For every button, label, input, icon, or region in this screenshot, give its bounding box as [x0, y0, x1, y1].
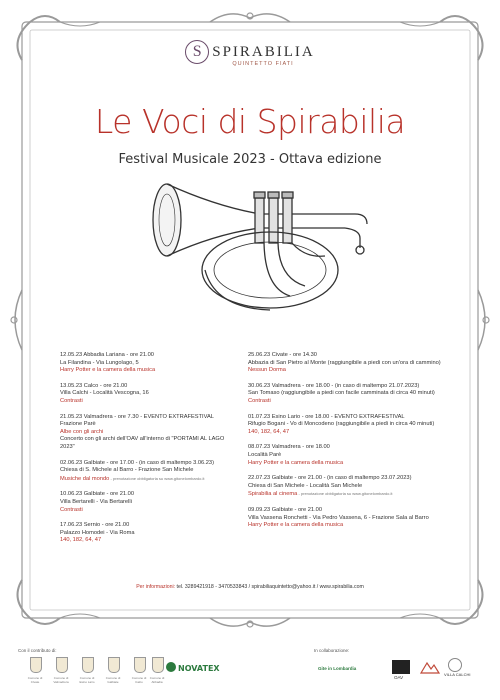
contact-text: tel. 3289421918 - 3470533843 / spirabiliaquintetto@yahoo.it / www.spirabilia.com: [175, 584, 364, 590]
crest-label: Comune di Esino Lario: [79, 676, 95, 684]
event-header: 30.06.23 Valmadrera - ore 18.00 - (in caso di maltempo 21.07.2023): [248, 382, 420, 389]
crest-label: Comune di Valmadrera: [53, 676, 69, 684]
event-item: [60, 414, 238, 452]
event-place: Abbazia di San Pietro al Monte (raggiungibile a piedi con un'ora di cammino): [248, 359, 441, 366]
event-program: Contrasti: [60, 397, 83, 404]
event-program: Contrasti: [248, 397, 271, 404]
event-item: [248, 383, 448, 406]
crest-label: Comune di Galbiate: [105, 676, 121, 684]
collaborazione-label: In collaborazione:: [314, 648, 350, 653]
contributo-label: Con il contributo di:: [18, 648, 57, 653]
contact-label: Per informazioni:: [136, 584, 176, 590]
event-item: [60, 352, 238, 375]
event-place: Villa Calchi - Località Vescogna, 16: [60, 390, 149, 397]
event-item: [60, 522, 238, 545]
event-header: 25.06.23 Civate - ore 14.30: [248, 352, 317, 358]
event-header: 12.05.23 Abbadia Lariana - ore 21.00: [60, 352, 154, 358]
event-program: 140, 182, 64, 47: [60, 537, 102, 544]
event-program: Musiche dal mondo: [60, 475, 110, 482]
event-extra: Concerto con gli archi dell'OAV all'interno di "PORTAMI AL LAGO 2023": [60, 436, 225, 450]
event-item: [60, 460, 238, 484]
novatex-logo: NOVATEX: [178, 664, 220, 673]
sponsor-gite-lombardia: Gite in Lombardia: [318, 666, 357, 671]
event-program: Albe con gli archi: [60, 428, 104, 435]
event-place: Chiesa di San Michele - Località San Michele: [248, 482, 363, 489]
crest-label: Comune di Calco: [131, 676, 147, 684]
event-item: [248, 475, 448, 499]
event-item: [248, 444, 448, 467]
event-booking-note: - prenotazione obbligatoria su www.gitonelombardo.it: [109, 475, 205, 481]
events-column-left: [60, 352, 238, 553]
event-place: Rifugio Bogani - Vo di Moncodeno (raggiungibile a piedi in circa 40 minuti): [248, 421, 435, 428]
event-program: Harry Potter e la camera della musica: [60, 367, 156, 374]
villa-calchi-logo-icon: [448, 658, 462, 672]
crest-icon: [56, 657, 68, 673]
poster-subtitle: Festival Musicale 2023 - Ottava edizione: [118, 152, 382, 167]
event-program: 140, 182, 64, 47: [248, 428, 290, 435]
event-program: Contrasti: [60, 506, 83, 513]
event-program: Spirabilia al cinema: [248, 491, 298, 498]
logo-tagline: QUINTETTO FIATI: [232, 61, 294, 67]
event-header: 22.07.23 Galbiate - ore 21.00 - (in caso di maltempo 23.07.2023): [248, 475, 412, 482]
sponsor-oav: OAV: [394, 675, 404, 680]
event-item: [60, 491, 238, 514]
spirabilia-logo: [0, 40, 500, 67]
event-program: Nessun Dorma: [248, 367, 286, 374]
event-header: 13.05.23 Calco - ore 21.00: [60, 382, 128, 389]
event-place: Frazione Parè: [60, 421, 96, 428]
sponsor-oav-logo-icon: [392, 660, 410, 674]
crest-icon: [82, 657, 94, 673]
event-header: 09.09.23 Galbiate - ore 21.00: [248, 506, 322, 513]
event-place: La Filandina - Via Lungolago, 5: [60, 359, 139, 366]
logo-name: SPIRABILIA: [212, 43, 315, 60]
event-header: 02.06.23 Galbiate - ore 17.00 - (in caso di maltempo 3.06.23): [60, 459, 214, 466]
poster-title: Le Voci di Spirabilia: [94, 102, 406, 141]
mountain-logo-icon: [420, 660, 440, 674]
event-place: Località Parè: [248, 451, 282, 458]
event-header: 01.07.23 Esino Lario - ore 18.00 - EVENTO EXTRAFESTIVAL: [248, 413, 405, 420]
crest-icon: [30, 657, 42, 673]
event-header: 08.07.23 Valmadrera - ore 18.00: [248, 444, 330, 451]
logo-mark: S: [185, 40, 209, 64]
event-place: Chiesa di S. Michele al Barro - Frazione San Michele: [60, 467, 194, 474]
crest-label: Comune di Abbadia: [149, 676, 165, 684]
event-program: Harry Potter e la camera della musica: [248, 522, 344, 529]
event-place: Villa Bertarelli - Via Bertarelli: [60, 498, 132, 505]
crest-icon: [134, 657, 146, 673]
crest-icon: [152, 657, 164, 673]
event-header: 21.05.23 Valmadrera - ore 7.30 - EVENTO EXTRAFESTIVAL: [60, 413, 214, 420]
crest-label: Comune di Civate: [27, 676, 43, 684]
event-item: [248, 507, 448, 530]
event-place: Palazzo Homodei - Via Roma: [60, 529, 135, 536]
events-column-right: [248, 352, 448, 538]
event-place: Villa Vassena Ronchetti - Via Pedro Vassena, 6 - Frazione Sala al Barro: [248, 514, 429, 521]
contact-info: [0, 584, 500, 590]
event-program: Harry Potter e la camera della musica: [248, 459, 344, 466]
event-header: 10.06.23 Galbiate - ore 21.00: [60, 491, 134, 498]
event-item: [248, 352, 448, 375]
event-item: [248, 414, 448, 437]
event-booking-note: - prenotazione obbligatoria su www.gitonelombardo.it: [297, 491, 393, 497]
crest-icon: [108, 657, 120, 673]
trumpet-illustration: [145, 178, 370, 333]
event-place: San Tomaso (raggiungibile a piedi con facile camminata di circa 40 minuti): [248, 390, 435, 397]
sponsor-villa-calchi: VILLA CALCHI: [444, 672, 471, 677]
novatex-logo-icon: [166, 662, 176, 672]
event-item: [60, 383, 238, 406]
event-header: 17.06.23 Sernio - ore 21.00: [60, 522, 130, 529]
